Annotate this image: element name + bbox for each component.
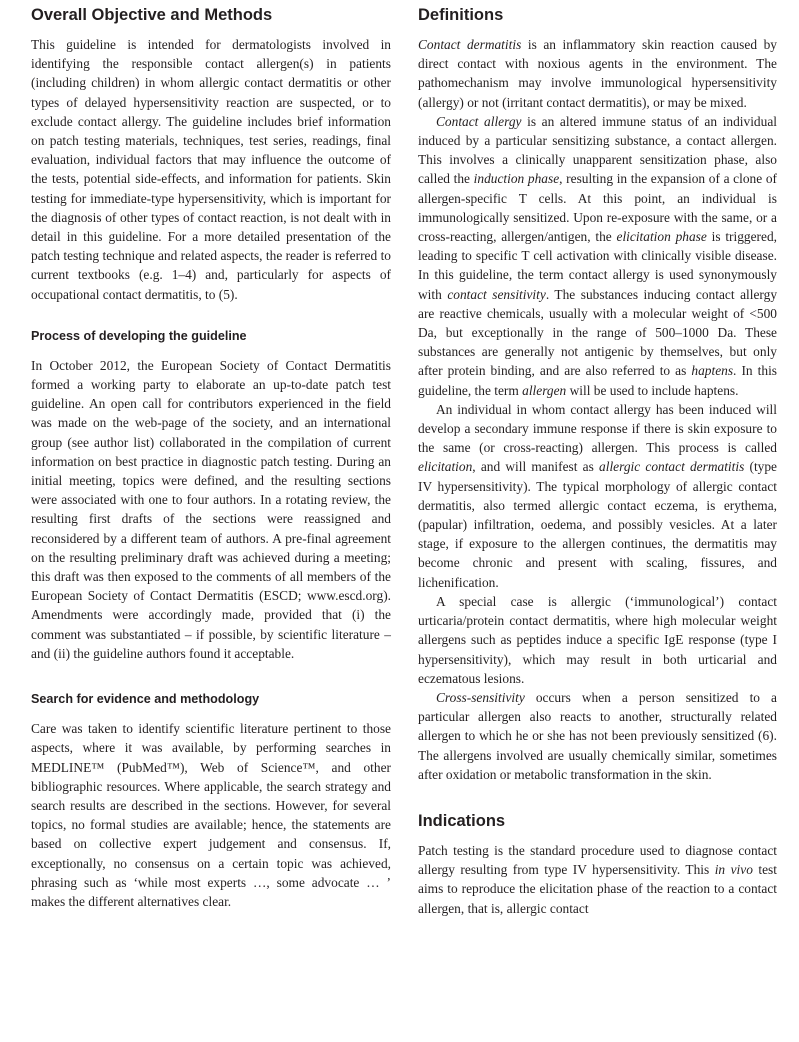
left-column xyxy=(31,5,391,911)
paragraph-overall-objective: This guideline is intended for dermatologists involved in identifying the responsible contact allergen(s) in patients (including children) in whom allergic contact dermatitis or other types of delayed hypersensitivity reaction are suspected, or to exclude contact allergy. The guideline includes brief information on patch testing materials, techniques, test series, readings, final evaluation, individual factors that may influence the outcome of the tests, potential side-effects, and information for patients. Skin testing for immediate-type hypersensitivity, which is important for the diagnosis of other types of contact reaction, is not dealt with in detail in this guideline. For a more detailed presentation of the patch testing technique and related aspects, the reader is referred to current textbooks (e.g. 1–4) and, particularly for aspects of occupational contact dermatitis, to (5). xyxy=(31,37,391,302)
heading-overall-objective: Overall Objective and Methods xyxy=(31,6,273,24)
paragraph-process: In October 2012, the European Society of Contact Dermatitis formed a working party to elaborate an up-to-date patch test guideline. An open call for contributors experienced in the field was made on the web-page of the society, and an international group (see author list) collaborated in the compilation of current information on best practice in diagnostic patch testing. During an initial meeting, topics were defined, and the resulting sections were associated with one to four authors. In a rotating review, the resulting first drafts of the sections were reassigned and reconsidered by a different team of authors. A pre-final agreement on the resulting preliminary draft was achieved during a meeting; this draft was then exposed to the comments of all members of the European Society of Contact Dermatitis (ESCD; www.escd.org). Amendments were accordingly made, provided that (i) the comment was substantiated – if possible, by scientific literature – and (ii) the guideline authors found it acceptable. xyxy=(31,357,391,661)
heading-process: Process of developing the guideline xyxy=(31,328,247,343)
term-contact-allergy: Contact allergy xyxy=(436,113,522,129)
term-cross-sensitivity: Cross-sensitivity xyxy=(436,689,525,705)
paragraph-search-evidence: Care was taken to identify scientific literature pertinent to those aspects, where it was available, by performing searches in MEDLINE™ (PubMed™), Web of Science™, and other bibliographic resources. Where applicable, the search strategy and search results are described in the sections. However, for several topics, no formal studies are available; hence, the statements are based on collective expert judgement and consensus. If, exceptionally, no consensus on a certain topic was achieved, phrasing such as ‘while most experts …, some advocate … ’ makes the different alternatives clear. xyxy=(31,721,391,909)
paragraph-indications: Patch testing is the standard procedure used to diagnose contact allergy resulting from type IV hypersensitivity. This in vivo test aims to reproduce the elicitation phase of the reaction to a contact allergen, that is, allergic contact xyxy=(418,842,777,916)
paragraph-contact-urticaria: A special case is allergic (‘immunological’) contact urticaria/protein contact dermatitis, where high molecular weight allergens such as peptides induce a specific IgE response (type I hypersensitivity), which may result in both urticarial and eczematous lesions. xyxy=(418,593,777,686)
spacer xyxy=(31,663,391,691)
heading-indications: Indications xyxy=(418,811,506,830)
spacer xyxy=(418,784,777,811)
paragraph-cross-sensitivity: Cross-sensitivity occurs when a person sensitized to a particular allergen also reacts to another, structurally related allergen to which he or she has not been previously sensitized (6). The allergens involved are usually chemically similar, sometimes after oxidation or metabolic transformation in the skin. xyxy=(418,689,777,782)
heading-definitions: Definitions xyxy=(418,6,504,24)
term-contact-dermatitis: Contact dermatitis xyxy=(418,37,522,52)
right-column xyxy=(418,5,777,918)
paragraph-contact-allergy: Contact allergy is an altered immune status of an individual induced by a particular sensitizing substance, a contact allergen. This involves a clinically unapparent sensitization phase, also called the induction phase, resulting in the expansion of a clone of allergen-specific T cells. At this point, an individual is immunologically sensitized. Upon re-exposure with the same, or a cross-reacting, allergen/antigen, the elicitation phase is triggered, leading to specific T cell activation with clinically visible disease. In this guideline, the term contact allergy is used synonymously with contact sensitivity. The substances inducing contact allergy are reactive chemicals, usually with a molecular weight of <500 Da, but exceptionally in the range of 500–1000 Da. These substances are generally not antigenic by themselves, but only after protein binding, and are also referred to as haptens. In this guideline, the term allergen will be used to include haptens. xyxy=(418,113,778,398)
paragraph-elicitation: An individual in whom contact allergy has been induced will develop a secondary immune response if there is skin exposure to the same (or cross-reacting) allergen. This process is called elicitation, and will manifest as allergic contact dermatitis (type IV hypersensitivity). The typical morphology of allergic contact dermatitis, also termed allergic contact eczema, is erythema, (papular) infiltration, oedema, and possibly vesicles. At a later stage, if exposure to the allergen continues, the dermatitis may become chronic and present with scaling, fissures, and lichenification. xyxy=(418,401,777,590)
spacer xyxy=(31,304,391,328)
paragraph-contact-dermatitis: Contact dermatitis is an inflammatory skin reaction caused by direct contact with noxious agents in the environment. The pathomechanism may involve immunological hypersensitivity (allergy) or not (irritant contact dermatitis), or may be mixed. xyxy=(418,37,777,110)
heading-search-evidence: Search for evidence and methodology xyxy=(31,692,260,707)
